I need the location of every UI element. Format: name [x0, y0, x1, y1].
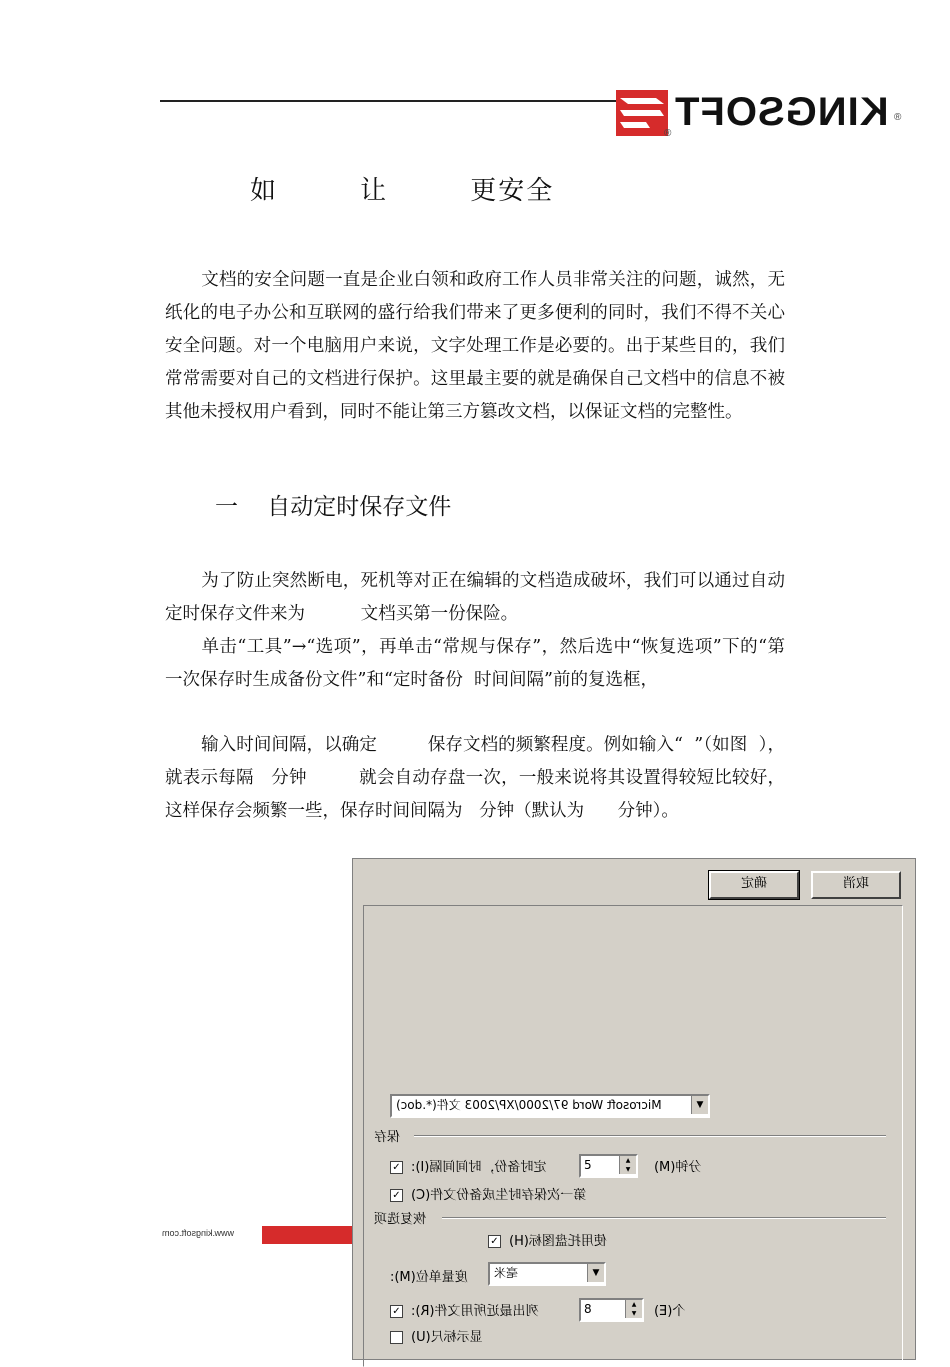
recent-files-count-value: 8: [584, 1302, 592, 1316]
section-title-autosave: 一 自动定时保存文件: [215, 494, 452, 520]
autosave-paragraph-2: [165, 631, 785, 697]
use-tray-row: [488, 1230, 607, 1249]
timed-backup-label: 定时备份，时间间隔(I):: [411, 1160, 547, 1175]
autosave-paragraph-3: [165, 729, 785, 828]
recent-files-unit: 个(E): [654, 1304, 686, 1319]
spin-down-icon: ▼: [625, 1166, 631, 1173]
first-save-backup-label: 第一次保存时生成备份文件(C): [411, 1188, 587, 1203]
timed-backup-row: [390, 1156, 546, 1175]
chevron-down-icon[interactable]: ▼: [587, 1264, 604, 1282]
unit-label: 度量单位(M):: [390, 1270, 468, 1285]
use-tray-label: 使用托盘图标(H): [509, 1234, 607, 1249]
autosave-paragraph-1-text: 为了防止突然断电，死机等对正在编辑的文档造成破坏，我们可以通过自动定时保存文件来为 文档买第一份保险。: [165, 571, 785, 624]
kingsoft-logo: [616, 84, 906, 144]
use-tray-checkbox[interactable]: ✓: [488, 1235, 501, 1248]
recent-files-spinner-buttons[interactable]: [625, 1300, 642, 1318]
spin-up-icon: ▲: [631, 1301, 637, 1308]
logo-registered-mark-2: ®: [894, 112, 902, 123]
recent-files-count-input[interactable]: [579, 1298, 644, 1322]
ok-button[interactable]: [709, 871, 799, 899]
header-rule: [160, 100, 630, 102]
timed-backup-unit: 分钟(M): [654, 1160, 702, 1175]
save-format-value: Microsoft Word 97/2000/XP/2003 文件(*.doc): [396, 1098, 662, 1112]
document-title: 如 让 更安全: [250, 176, 555, 206]
timed-backup-interval-value: 5: [584, 1158, 592, 1172]
logo-wordmark: KINGSOFT: [674, 90, 889, 134]
ruler-label: 显示标尺(U): [411, 1330, 483, 1345]
cancel-button-label: 取消: [842, 876, 869, 891]
spin-up-icon: ▲: [625, 1157, 631, 1164]
spin-down-icon: ▼: [631, 1310, 637, 1317]
interval-spinner-buttons[interactable]: [619, 1156, 636, 1174]
ruler-row: [390, 1326, 483, 1345]
recent-files-label: 列出最近所用文件(R):: [411, 1304, 539, 1319]
autosave-paragraph-3-text: 输入时间间隔，以确定 保存文档的频繁程度。例如输入“ ”（如图 ），就表示每隔 分钟 就会自动存盘一次，一般来说将其设置得较短比较好，这样保存会频繁一些，保存时间间隔为 分钟（默认为 分钟）。: [165, 735, 785, 821]
first-save-backup-checkbox[interactable]: ✓: [390, 1189, 403, 1202]
first-save-backup-row: [390, 1184, 586, 1203]
autosave-paragraph-2-text: 单击“工具”→“选项”，再单击“常规与保存”，然后选中“恢复选项”下的“第一次保存时生成备份文件”和“定时备份 时间间隔”前的复选框，: [165, 637, 785, 690]
ruler-checkbox[interactable]: [390, 1331, 403, 1344]
save-format-combo[interactable]: [390, 1094, 710, 1118]
options-dialog-screenshot: [352, 858, 916, 1360]
group-save-divider: [414, 1135, 886, 1137]
footer-watermark-url: www.kingsoft.com: [162, 1228, 235, 1238]
options-panel: [363, 905, 903, 1367]
unit-select-value: 毫米: [494, 1266, 519, 1280]
kingsoft-logo-mark-icon: [616, 90, 668, 136]
recent-files-checkbox[interactable]: ✓: [390, 1305, 403, 1318]
ok-button-label: 确定: [740, 876, 767, 891]
unit-select[interactable]: [488, 1262, 606, 1286]
autosave-paragraph-1: [165, 565, 785, 631]
group-recover-divider: [442, 1217, 886, 1219]
recent-files-row: [390, 1300, 539, 1319]
group-recover-label: 恢复选项: [374, 1212, 427, 1227]
chevron-down-icon[interactable]: ▼: [691, 1096, 708, 1114]
intro-paragraph: [165, 264, 785, 429]
timed-backup-checkbox[interactable]: ✓: [390, 1161, 403, 1174]
group-save-label: 保存: [374, 1130, 401, 1145]
timed-backup-interval-input[interactable]: [579, 1154, 638, 1178]
cancel-button[interactable]: [811, 871, 901, 899]
footer-watermark-banner: [262, 1226, 352, 1244]
logo-registered-mark: ®: [664, 128, 672, 139]
intro-paragraph-text: 文档的安全问题一直是企业白领和政府工作人员非常关注的问题，诚然，无纸化的电子办公和互联网的盛行给我们带来了更多便利的同时，我们不得不关心安全问题。对一个电脑用户来说，文字处理工作是必要的。出于某些目的，我们常常需要对自己的文档进行保护。这里最主要的就是确保自己文档中的信息不被其他未授权用户看到，同时不能让第三方篡改文档，以保证文档的完整性。: [165, 270, 785, 422]
